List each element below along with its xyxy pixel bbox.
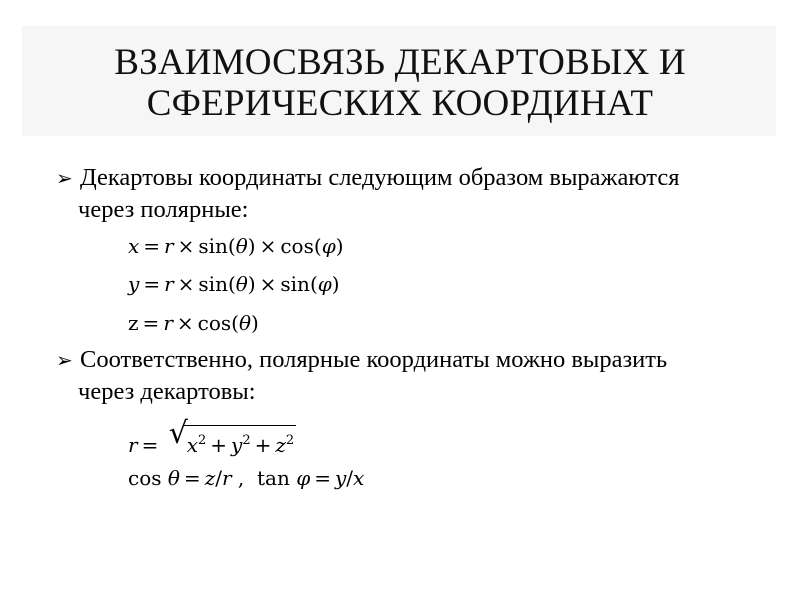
formula-r [128,416,296,458]
formula-z-eq: = [142,311,160,335]
slide-title-line-2: СФЕРИЧЕСКИХ КООРДИНАТ [146,83,654,124]
formula-angles-x: x [353,466,365,490]
formula-angles-slash-2: / [346,466,354,490]
formula-x-eq: = [143,234,161,258]
bullet-text-line-1: Соответственно, полярные координаты можно выразить [80,346,668,373]
radicand-x: x [186,433,198,457]
formula-y-lhs: y [128,272,140,296]
formula-y: y = r × sin(θ) × sin(φ) [128,272,340,296]
formula-x-times-1: × [177,234,195,258]
formula-angles-comma: , [237,466,245,490]
formula-y-times-2: × [259,272,277,296]
formula-angles-eq-2: = [314,466,331,490]
formula-angles-eq-1: = [183,466,201,490]
formula-angles [128,465,364,491]
formula-y-eq: = [143,272,161,296]
formula-z-cos: cos [197,311,232,335]
formula-z-times: × [176,311,194,335]
formula-angles-z: z [204,466,216,490]
formula-x-times-2: × [259,234,277,258]
formula-angles-theta: θ [167,466,180,490]
formula-y-times-1: × [177,272,195,296]
exponent-z: 2 [285,433,295,448]
radical-sign-icon: √ [168,416,188,451]
formula-r-eq: = [141,433,159,457]
formula-y-sin-1: sin [198,272,228,296]
formula-y-theta: θ [235,272,248,296]
formula-z-lhs: z [128,311,139,335]
formula-z-r: r [163,311,173,335]
radicand [183,425,297,458]
formula-angles-tan: tan [256,466,290,490]
bullet-text-line-1: Декартовы координаты следующим образом выражаются [80,164,680,191]
formula-x-r: r [164,234,174,258]
plus-1: + [210,433,228,457]
bullet-item-cartesian [56,162,756,226]
formula-z: z = r × cos(θ) [128,311,259,335]
bullet-item-polar [56,344,756,408]
exponent-y: 2 [242,433,251,448]
formula-x-lhs: x [128,234,140,258]
formula-y-r: r [164,272,174,296]
radicand-z: z [275,433,286,457]
arrow-bullet-icon: ➢ [56,348,73,372]
formula-z-theta: θ [238,311,252,335]
radicand-y: y [231,433,243,457]
bullet-text-line-2: через декартовы: [78,378,256,405]
formula-x-phi: φ [321,234,336,258]
arrow-bullet-icon: ➢ [56,166,73,190]
formula-x: x = r × sin(θ) × cos(φ) [128,234,344,258]
formula-angles-r: r [221,466,232,490]
plus-2: + [254,433,272,457]
formula-angles-slash-1: / [215,466,222,490]
formula-x-theta: θ [235,234,248,258]
formula-r-lhs: r [128,433,138,457]
formula-x-sin: sin [198,234,228,258]
exponent-x: 2 [197,433,207,448]
formula-angles-phi: φ [296,466,311,490]
formula-x-cos: cos [280,234,314,258]
formula-angles-cos: cos [128,466,162,490]
formula-y-phi: φ [317,272,332,296]
bullet-text-line-2: через полярные: [78,196,249,223]
formula-angles-y: y [334,466,347,490]
formula-y-sin-2: sin [280,272,310,296]
slide-title-line-1: ВЗАИМОСВЯЗЬ ДЕКАРТОВЫХ И [114,42,686,83]
square-root [168,416,297,458]
